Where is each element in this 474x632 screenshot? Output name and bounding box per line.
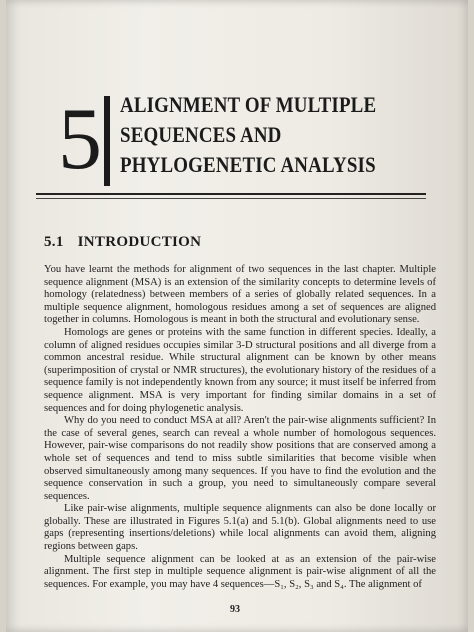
paragraph: You have learnt the methods for alignment of two sequences in the last chapter. Multiple sequence alignment (MSA) is an extension of the similarity concepts to determine levels of homology (relatedness) between members of a series of globally related sequences. In a multiple sequence alignment, homologous residues among a set of sequences are aligned together in columns. Homologous is meant in both the structural and evolutionary sense. (44, 264, 436, 326)
chapter-title-line: SEQUENCES AND (120, 122, 282, 147)
paragraph: Like pair-wise alignments, multiple sequence alignments can also be done locally or globally. These are illustrated in Figures 5.1(a) and 5.1(b). Global alignments need to use gaps (representing insertions/deletions) while local alignments can avoid them, aligning regions between gaps. (44, 503, 436, 553)
header-rule-thick (36, 193, 426, 195)
chapter-number: 5 (58, 91, 102, 188)
paragraph: Multiple sequence alignment can be looked at as an extension of the pair-wise alignment. The first step in multiple sequence alignment is pair-wise alignment of all the sequences. For example, you may have 4 sequences—S₁, S₂, S₃ and S₄. The alignment of (44, 553, 436, 590)
section-title: INTRODUCTION (77, 234, 202, 250)
paragraph: Why do you need to conduct MSA at all? Aren't the pair-wise alignments sufficient? In the case of several genes, search can reveal a whole number of homologous sequences. However, pair-wise comparisons do not readily show positions that are conserved among a whole set of sequences and tend to miss subtle similarities that become visible when observed simultaneously among many sequences. If you have to find the evolution and the sequence conservation in such a group, you need to simultaneously compare several sequences. (44, 415, 436, 502)
paragraph: Homologs are genes or proteins with the same function in different species. Ideally, a column of aligned residues occupies similar 3-D structural positions and all diverge from a common ancestral residue. While structural alignment can be known by other means (superimposition of crystal or NMR structures), the evolutionary history of the residues of a sequence family is not independently known from any source; it must itself be inferred from sequence alignment. MSA is very important for finding similar domains in a set of sequences and for doing phylogenetic analysis. (44, 326, 436, 414)
page-number: 93 (230, 604, 240, 615)
chapter-title-line: PHYLOGENETIC ANALYSIS (120, 152, 376, 177)
section-heading (44, 234, 201, 251)
chapter-title (120, 90, 378, 180)
section-number: 5.1 (44, 234, 64, 250)
header-rule-thin (36, 198, 426, 199)
body-text (44, 264, 436, 591)
book-page (6, 0, 468, 632)
title-divider-bar (104, 96, 110, 186)
chapter-title-line: ALIGNMENT OF MULTIPLE (120, 92, 377, 117)
